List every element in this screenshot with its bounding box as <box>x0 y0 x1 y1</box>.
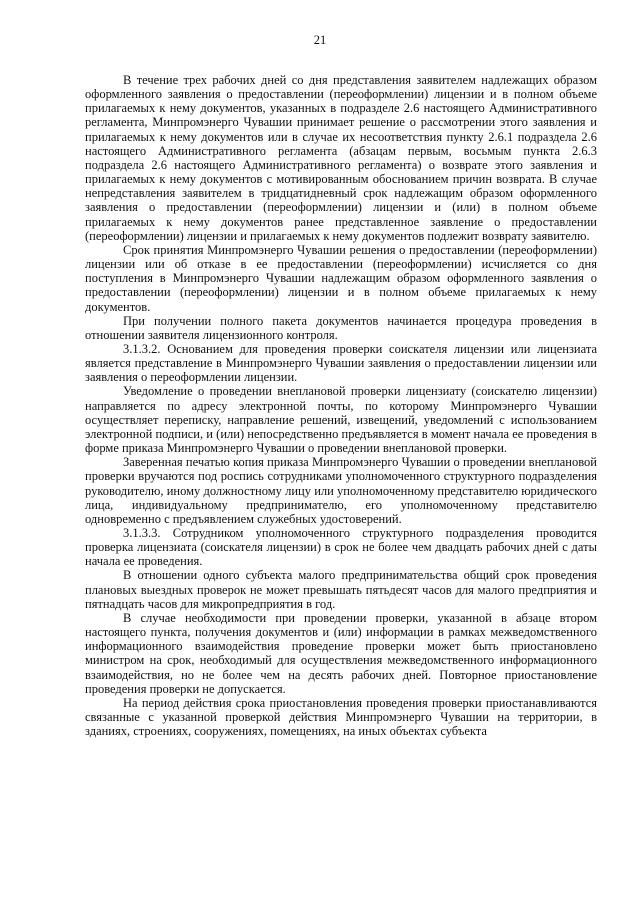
paragraph: Срок принятия Минпромэнерго Чувашии решения о предоставлении (переоформлении) лицензии или об отказе в ее предоставлении (переоформлении) исчисляется со дня поступления в Минпромэнерго Чувашии надлежащим образом оформленного заявления о предоставлении (переоформлении) лицензии и в полном объеме прилагаемых к нему документов. <box>85 242 597 314</box>
paragraph: В течение трех рабочих дней со дня представления заявителем надлежащих образом оформленного заявления о предоставлении (переоформлении) лицензии и в полном объеме прилагаемых к нему документов, указанных в подразделе 2.6 настоящего Административного регламента, Минпромэнерго Чувашии принимает решение о рассмотрении этого заявления и прилагаемых к нему документов или в случае их несоответствия пункту 2.6.1 подраздела 2.6 настоящего Административного регламента (абзацам первым, восьмым пункта 2.6.3 подраздела 2.6 настоящего Административного регламента) о возврате этого заявления и прилагаемых к нему документов с мотивированным обоснованием причин возврата. В случае непредставления заявителем в тридцатидневный срок надлежащим образом оформленного заявления о предоставлении (переоформлении) лицензии и (или) в полном объеме прилагаемых к нему документов ранее представленное заявление о предоставлении (переоформлении) лицензии и прилагаемых к нему документов подлежит возврату заявителю. <box>85 73 597 243</box>
page-number: 21 <box>313 33 327 47</box>
document-body <box>85 73 597 738</box>
paragraph: 3.1.3.3. Сотрудником уполномоченного структурного подразделения проводится проверка лицензиата (соискателя лицензии) в срок не более чем двадцать рабочих дней с даты начала ее проведения. <box>85 526 597 569</box>
paragraph: Заверенная печатью копия приказа Минпромэнерго Чувашии о проведении внеплановой проверки вручаются под роспись сотрудниками уполномоченного структурного подразделения руководителю, иному должностному лицу или уполномоченному представителю юридического лица, индивидуальному предпринимателю, его уполномоченному представителю одновременно с предъявлением служебных удостоверений. <box>85 455 597 526</box>
paragraph: В отношении одного субъекта малого предпринимательства общий срок проведения плановых выездных проверок не может превышать пятьдесят часов для малого предприятия и пятнадцать часов для микропредприятия в год. <box>85 568 597 611</box>
paragraph: 3.1.3.2. Основанием для проведения проверки соискателя лицензии или лицензиата является представление в Минпромэнерго Чувашии заявления о предоставлении лицензии или заявления о переоформлении лицензии. <box>85 341 597 385</box>
paragraph: На период действия срока приостановления проведения проверки приостанавливаются связанные с указанной проверкой действия Минпромэнерго Чувашии на территории, в зданиях, строениях, сооружениях, помещениях, на иных объектах субъекта <box>85 695 597 739</box>
paragraph: При получении полного пакета документов начинается процедура проведения в отношении заявителя лицензионного контроля. <box>85 313 597 342</box>
paragraph: В случае необходимости при проведении проверки, указанной в абзаце втором настоящего пункта, получения документов и (или) информации в рамках межведомственного информационного взаимодействия проведение проверки может быть приостановлено министром на срок, необходимый для осуществления межведомственного информационного взаимодействия, но не более чем на десять рабочих дней. Повторное приостановление проведения проверки не допускается. <box>85 610 597 696</box>
paragraph: Уведомление о проведении внеплановой проверки лицензиату (соискателю лицензии) направляется по адресу электронной почты, по которому Минпромэнерго Чувашии осуществляет переписку, направление решений, извещений, уведомлений с использованием электронной подписи, и (или) непосредственно предъявляется в момент начала ее проведения в форме приказа Минпромэнерго Чувашии о проведении внеплановой проверки. <box>85 384 597 456</box>
